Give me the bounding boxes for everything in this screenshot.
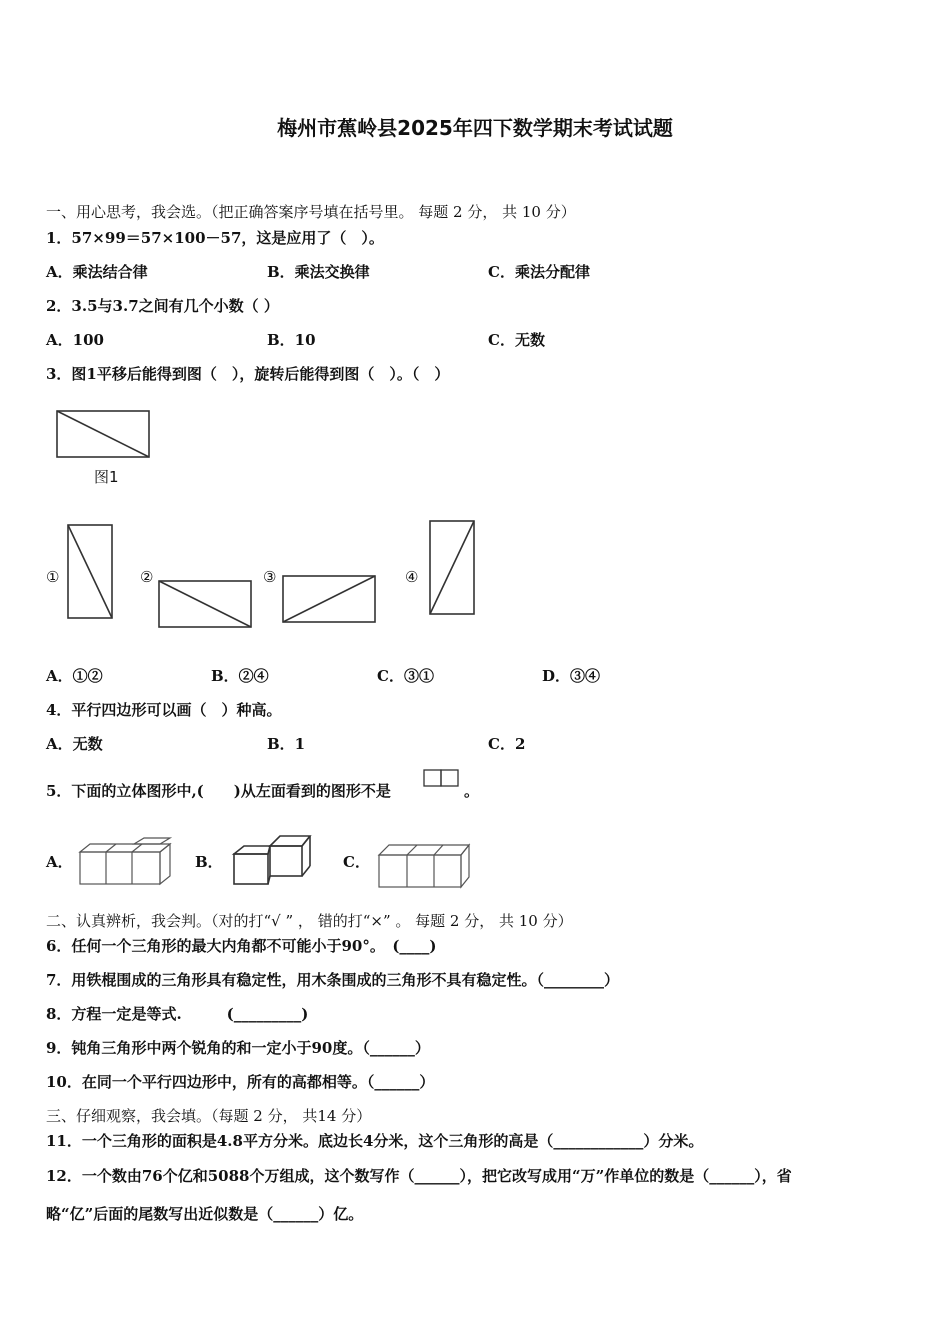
q5-stem: 5．下面的立体图形中,( )从左面看到的图形不是 (46, 782, 391, 800)
q11-text: 11．一个三角形的面积是4.8平方分米。底边长4分米，这个三角形的高是（____________）分米。 (46, 1132, 704, 1150)
q12-text-line1: 12．一个数由76个亿和5088个万组成，这个数写作（______），把它改写成用“万”作单位的数是（______），省 (46, 1167, 792, 1185)
section3-heading: 三、仔细观察，我会填。（每题 2 分， 共14 分） (46, 1107, 372, 1125)
q3-option-d: D．③④ (542, 667, 601, 685)
q9-text: 9．钝角三角形中两个锐角的和一定小于90度。（______） (46, 1039, 430, 1057)
page-title: 梅州市蕉岭县2025年四下数学期末考试试题 (277, 116, 673, 140)
q1-stem: 1．57×99＝57×100－57，这是应用了（ ）。 (46, 229, 384, 247)
figure-option-3 (282, 575, 376, 623)
section2-heading: 二、认真辨析，我会判。（对的打“√ ” ， 错的打“×” 。 每题 2 分， 共 10 分） (46, 912, 573, 930)
q2-option-b: B．10 (267, 331, 316, 349)
q1-option-a: A．乘法结合律 (46, 263, 148, 281)
q8-text: 8．方程一定是等式. (_________) (46, 1005, 309, 1023)
figure-marker-2: ② (140, 568, 154, 586)
q2-stem: 2．3.5与3.7之间有几个小数（ ） (46, 297, 279, 315)
figure-option-1 (67, 524, 113, 619)
cube-figure-c (377, 843, 473, 889)
q4-option-a: A．无数 (46, 735, 103, 753)
cube-figure-a (78, 838, 174, 888)
q3-stem: 3．图1平移后能得到图（ ），旋转后能得到图（ ）。（ ） (46, 365, 450, 383)
figure-option-4 (429, 520, 475, 615)
q4-option-b: B．1 (267, 735, 306, 753)
figure-marker-1: ① (46, 568, 60, 586)
q3-option-a: A．①② (46, 667, 103, 685)
section1-heading: 一、用心思考，我会选。（把正确答案序号填在括号里。 每题 2 分， 共 10 分） (46, 203, 576, 221)
figure-marker-4: ④ (405, 568, 419, 586)
cube-figure-b (230, 832, 314, 886)
q4-option-c: C．2 (488, 735, 526, 753)
q6-text: 6．任何一个三角形的最大内角都不可能小于90°。 (____) (46, 937, 437, 955)
q5-option-c: C． (343, 853, 370, 871)
figure1-rectangle (56, 410, 150, 458)
q2-option-a: A．100 (46, 331, 104, 349)
figure1-caption: 图1 (94, 468, 119, 486)
q4-stem: 4．平行四边形可以画（ ）种高。 (46, 701, 282, 719)
q5-option-b: B． (195, 853, 223, 871)
q2-option-c: C．无数 (488, 331, 545, 349)
q1-option-c: C．乘法分配律 (488, 263, 590, 281)
q10-text: 10．在同一个平行四边形中，所有的高都相等。（______） (46, 1073, 435, 1091)
q3-option-b: B．②④ (211, 667, 269, 685)
two-squares-icon (423, 769, 459, 787)
q3-option-c: C．③① (377, 667, 434, 685)
q7-text: 7．用铁棍围成的三角形具有稳定性，用木条围成的三角形不具有稳定性。（________） (46, 971, 619, 989)
figure-option-2 (158, 580, 252, 628)
q1-option-b: B．乘法交换律 (267, 263, 370, 281)
q5-option-a: A． (46, 853, 73, 871)
q12-text-line2: 略“亿”后面的尾数写出近似数是（______）亿。 (46, 1205, 364, 1223)
figure-marker-3: ③ (263, 568, 277, 586)
q5-stem-end: 。 (464, 782, 480, 800)
